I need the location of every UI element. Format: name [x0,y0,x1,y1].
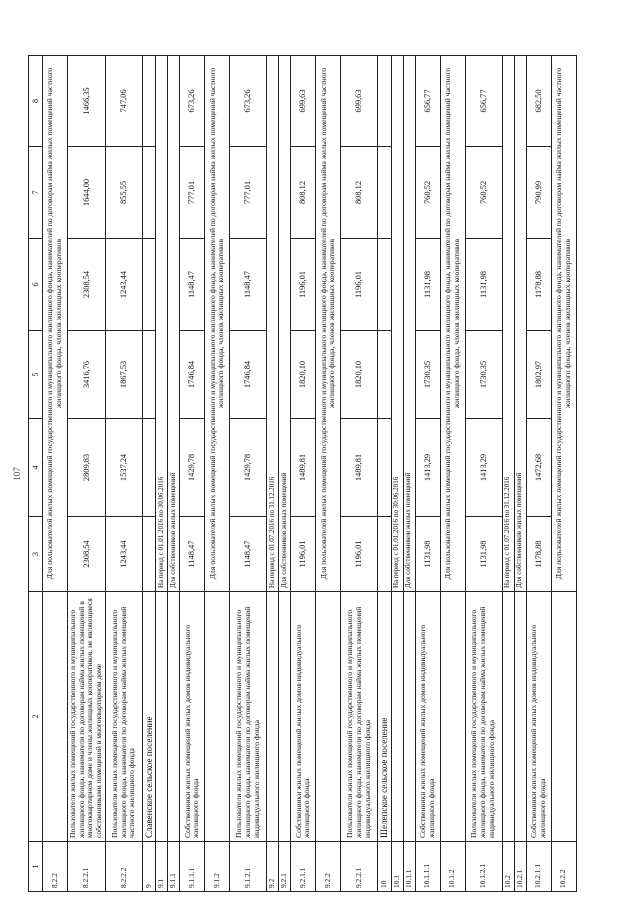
value-cell: 777,01 [180,147,205,239]
value-cell: 1746,84 [180,331,205,419]
value-cell: 1196,01 [291,239,316,331]
row-description-cell: Пользователи жилых помещений государственного и муниципального жилищного фонда, наниматели по договорам найма жилых помещений в многоквартирном доме и члены жилищных кооперативов, не являющиеся собственниками помещений в многоквартирном доме [68,592,106,842]
row-blank-cell [267,592,279,842]
row-code-cell: 10.1.2.1 [465,842,502,892]
value-cell: 3416,76 [68,331,106,419]
region-name-cell: Славенское сельское поселение [142,592,155,842]
table-row [378,56,391,892]
period-cell: Для собственников жилых помещений [403,56,415,592]
table-row [415,56,440,892]
header-cell: 3 [29,517,43,592]
table-row [551,56,576,892]
row-code-cell: 9.1.1.1 [180,842,205,892]
value-cell: 1820,10 [341,331,378,419]
value-cell: 747,06 [105,56,142,147]
row-code-cell: 9.1.2 [205,842,230,892]
document-page [6,44,572,904]
value-cell: 682,50 [526,56,551,147]
value-cell: 1429,78 [230,419,267,517]
row-span-cell: Для пользователей жилых помещений государственного и муниципального жилищного фонда, нанимателей по договорам найма жилых помещений частного жилищного фонда, членов жилищных кооперативов [205,56,230,592]
table-row [440,56,465,892]
row-description-cell: Пользователи жилых помещений государственного и муниципального жилищного фонда, наниматели по договорам найма жилых помещений индивидуального жилищного фонда [230,592,267,842]
value-cell: 1196,01 [291,517,316,592]
value-cell: 1489,81 [341,419,378,517]
row-blank-cell [440,592,465,842]
row-blank-cell [205,592,230,842]
row-code-cell: 8.2.2.2 [105,842,142,892]
row-description-cell: Собственники жилых помещений жилых домов индивидуального жилищного фонда [291,592,316,842]
row-blank-cell [156,592,168,842]
value-cell: 808,12 [341,147,378,239]
value-cell: 760,52 [465,147,502,239]
row-blank-cell [378,419,391,517]
row-span-cell: Для пользователей жилых помещений государственного и муниципального жилищного фонда, нанимателей по договорам найма жилых помещений частного жилищного фонда, членов жилищных кооперативов [43,56,68,592]
table-row [267,56,279,892]
period-cell: Для собственников жилых помещений [514,56,526,592]
header-cell: 1 [29,842,43,892]
table-row [168,56,180,892]
row-blank-cell [502,592,514,842]
tariff-table [28,55,577,892]
value-cell: 1131,98 [465,517,502,592]
value-cell: 1148,47 [180,517,205,592]
table-row [514,56,526,892]
header-cell: 4 [29,419,43,517]
period-cell: Для собственников жилых помещений [279,56,291,592]
value-cell: 673,26 [230,56,267,147]
header-cell: 8 [29,56,43,147]
row-blank-cell [403,592,415,842]
row-blank-cell [378,517,391,592]
row-description-cell: Пользователи жилых помещений государственного и муниципального жилищного фонда, наниматели по договорам найма жилых помещений индивидуального жилищного фонда [465,592,502,842]
period-cell: На период с 01.01.2016 по 30.06.2016 [156,56,168,592]
value-cell: 1131,98 [415,517,440,592]
value-cell: 1472,68 [526,419,551,517]
table-row [205,56,230,892]
value-cell: 656,77 [415,56,440,147]
row-blank-cell [142,56,155,147]
value-cell: 1746,84 [230,331,267,419]
value-cell: 1820,10 [291,331,316,419]
table-row [391,56,403,892]
row-blank-cell [316,592,341,842]
value-cell: 1413,29 [415,419,440,517]
row-span-cell: Для пользователей жилых помещений государственного и муниципального жилищного фонда, нанимателей по договорам найма жилых помещений частного жилищного фонда, членов жилищных кооперативов [551,56,576,592]
row-code-cell: 10 [378,842,391,892]
value-cell: 1196,01 [341,517,378,592]
value-cell: 777,01 [230,147,267,239]
row-blank-cell [279,592,291,842]
row-code-cell: 10.2 [502,842,514,892]
period-cell: На период с 01.07.2016 по 31.12.2016 [502,56,514,592]
table-row [142,56,155,892]
row-code-cell: 10.1.2 [440,842,465,892]
value-cell: 1537,24 [105,419,142,517]
value-cell: 2308,54 [68,517,106,592]
row-code-cell: 9.1.2.1 [230,842,267,892]
value-cell: 1730,35 [415,331,440,419]
header-cell: 7 [29,147,43,239]
row-blank-cell [43,592,68,842]
row-description-cell: Собственники жилых помещений жилых домов индивидуального жилищного фонда [180,592,205,842]
value-cell: 1243,44 [105,517,142,592]
row-blank-cell [514,592,526,842]
row-description-cell: Пользователи жилых помещений государственного и муниципального жилищного фонда, наниматели по договорам найма жилых помещений индивидуального жилищного фонда [341,592,378,842]
value-cell: 1148,47 [180,239,205,331]
period-cell: На период с 01.01.2016 по 30.06.2016 [391,56,403,592]
row-code-cell: 10.2.1 [514,842,526,892]
table-row [526,56,551,892]
period-cell: На период с 01.07.2016 по 31.12.2016 [267,56,279,592]
table-row [43,56,68,892]
row-code-cell: 10.2.1.1 [526,842,551,892]
table-row [156,56,168,892]
value-cell: 1489,81 [291,419,316,517]
row-code-cell: 9 [142,842,155,892]
value-cell: 1429,78 [180,419,205,517]
value-cell: 808,12 [291,147,316,239]
table-row [316,56,341,892]
value-cell: 855,55 [105,147,142,239]
value-cell: 1730,35 [465,331,502,419]
value-cell: 1413,29 [465,419,502,517]
row-code-cell: 10.1.1.1 [415,842,440,892]
value-cell: 1178,88 [526,517,551,592]
value-cell: 760,52 [415,147,440,239]
value-cell: 699,63 [291,56,316,147]
row-code-cell: 9.2.2.1 [341,842,378,892]
row-blank-cell [168,592,180,842]
table-row [465,56,502,892]
table-row [180,56,205,892]
value-cell: 1243,44 [105,239,142,331]
value-cell: 656,77 [465,56,502,147]
row-code-cell: 8.2.2 [43,842,68,892]
row-description-cell: Пользователи жилых помещений государственного и муниципального жилищного фонда, наниматели по договорам найма жилых помещений частного жилищного фонда [105,592,142,842]
row-blank-cell [378,56,391,147]
row-code-cell: 10.1.1 [403,842,415,892]
row-blank-cell [142,147,155,239]
row-description-cell: Собственники жилых помещений жилых домов индивидуального жилищного фонда [415,592,440,842]
row-code-cell: 9.1 [156,842,168,892]
row-code-cell: 9.2.2 [316,842,341,892]
row-blank-cell [142,517,155,592]
table-row [68,56,106,892]
header-cell: 5 [29,331,43,419]
value-cell: 2308,54 [68,239,106,331]
table-row [403,56,415,892]
value-cell: 790,99 [526,147,551,239]
value-cell: 1802,97 [526,331,551,419]
row-blank-cell [378,147,391,239]
header-cell: 6 [29,239,43,331]
row-code-cell: 9.2.1.1 [291,842,316,892]
row-span-cell: Для пользователей жилых помещений государственного и муниципального жилищного фонда, нанимателей по договорам найма жилых помещений частного жилищного фонда, членов жилищных кооперативов [316,56,341,592]
row-blank-cell [142,331,155,419]
row-code-cell: 9.1.1 [168,842,180,892]
value-cell: 1867,53 [105,331,142,419]
value-cell: 1644,00 [68,147,106,239]
region-name-cell: Шелепское сельское поселение [378,592,391,842]
row-code-cell: 9.2 [267,842,279,892]
table-row [105,56,142,892]
row-blank-cell [142,419,155,517]
row-span-cell: Для пользователей жилых помещений государственного и муниципального жилищного фонда, нанимателей по договорам найма жилых помещений частного жилищного фонда, членов жилищных кооперативов [440,56,465,592]
table-row [291,56,316,892]
table-header-row [29,56,43,892]
value-cell: 1148,47 [230,517,267,592]
value-cell: 673,26 [180,56,205,147]
value-cell: 1148,47 [230,239,267,331]
value-cell: 1131,98 [415,239,440,331]
value-cell: 1466,35 [68,56,106,147]
row-code-cell: 9.2.1 [279,842,291,892]
row-blank-cell [378,239,391,331]
row-description-cell: Собственники жилых помещений жилых домов индивидуального жилищного фонда [526,592,551,842]
row-blank-cell [391,592,403,842]
row-blank-cell [378,331,391,419]
value-cell: 1178,88 [526,239,551,331]
table-row [279,56,291,892]
table-row [502,56,514,892]
table-row [341,56,378,892]
table-row [230,56,267,892]
value-cell: 1131,98 [465,239,502,331]
row-code-cell: 10.1 [391,842,403,892]
value-cell: 2809,83 [68,419,106,517]
row-blank-cell [142,239,155,331]
value-cell: 699,63 [341,56,378,147]
page-number: 107 [12,467,22,481]
header-cell: 2 [29,592,43,842]
row-code-cell: 8.2.2.1 [68,842,106,892]
value-cell: 1196,01 [341,239,378,331]
row-code-cell: 10.2.2 [551,842,576,892]
period-cell: Для собственников жилых помещений [168,56,180,592]
row-blank-cell [551,592,576,842]
